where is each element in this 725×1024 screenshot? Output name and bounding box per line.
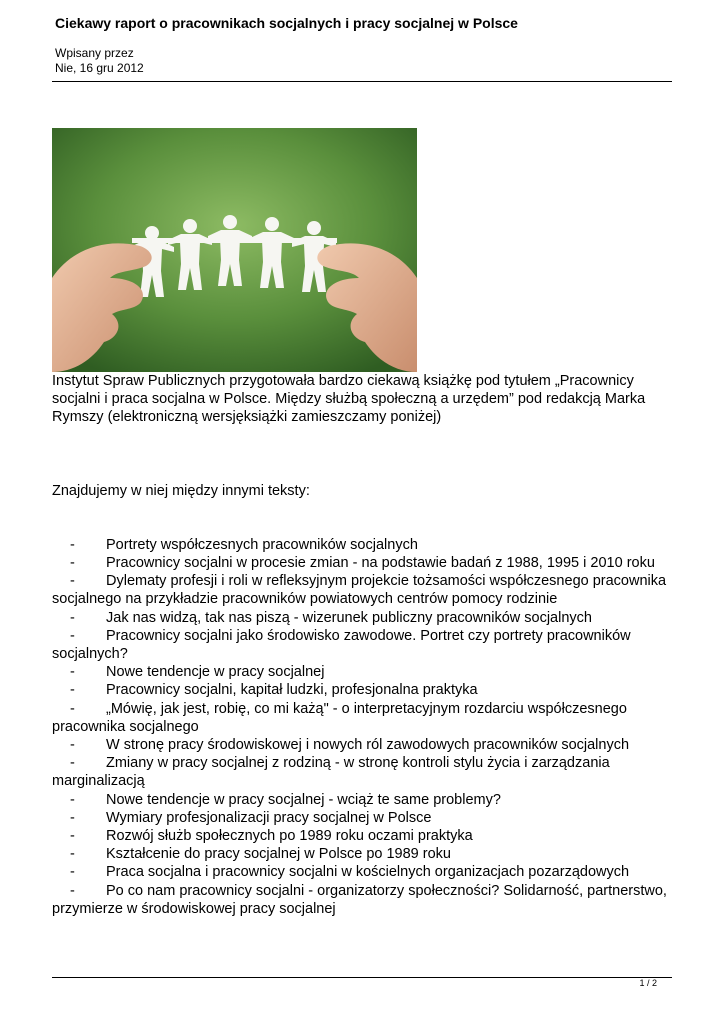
list-item: - Po co nam pracownicy socjalni - organizatorzy społeczności? Solidarność, partnerstwo, przymierze w środowiskowej pracy socjalnej <box>52 882 667 917</box>
list-item: - W stronę pracy środowiskowej i nowych ról zawodowych pracowników socjalnych <box>70 737 630 754</box>
list-item: - Pracownicy socjalni w procesie zmian - na podstawie badań z 1988, 1995 i 2010 roku <box>70 555 655 572</box>
list-item: - Pracownicy socjalni jako środowisko zawodowe. Portret czy portrety pracowników socjalnych? <box>52 627 631 663</box>
footer-divider <box>52 977 672 978</box>
list-item: - Rozwój służb społecznych po 1989 roku oczami praktyka <box>70 828 473 845</box>
list-item: - Portrety współczesnych pracowników socjalnych <box>70 536 418 553</box>
page-number: 1 / 2 <box>639 978 657 988</box>
page-title: Ciekawy raport o pracownikach socjalnych i pracy socjalnej w Polsce <box>55 15 518 31</box>
list-heading: Znajdujemy w niej między innymi teksty: <box>52 482 310 499</box>
publish-date: Nie, 16 gru 2012 <box>55 61 144 75</box>
list-item: - Jak nas widzą, tak nas piszą - wizerunek publiczny pracowników socjalnych <box>70 609 592 626</box>
article-list <box>52 536 667 918</box>
list-item: - Kształcenie do pracy socjalnej w Polsce po 1989 roku <box>70 846 451 863</box>
list-item: - Nowe tendencje w pracy socjalnej <box>70 664 325 681</box>
list-item: - Pracownicy socjalni, kapitał ludzki, profesjonalna praktyka <box>70 682 478 699</box>
list-item: - Nowe tendencje w pracy socjalnej - wciąż te same problemy? <box>70 791 501 808</box>
list-item: - „Mówię, jak jest, robię, co mi każą" - o interpretacyjnym rozdarciu współczesnego pracownika socjalnego <box>52 700 627 735</box>
header-divider <box>52 81 672 82</box>
paper-people-chain-hands-photo <box>52 128 417 372</box>
article-meta <box>55 46 144 76</box>
intro-paragraph: Instytut Spraw Publicznych przygotowała bardzo ciekawą książkę pod tytułem „Pracownicy socjalni i praca socjalna w Polsce. Między służbą społeczną a urzędem” pod redakcją Marka Rymszy (elektroniczną wersjęksiążki zamieszczamy poniżej) <box>52 373 646 426</box>
article-body <box>52 372 667 918</box>
list-item: - Dylematy profesji i roli w refleksyjnym projekcie tożsamości współczesnego pracownika socjalnego na przykładzie pracowników powiatowych centrów pomocy rodzinie <box>52 573 667 608</box>
author-label: Wpisany przez <box>55 46 134 60</box>
list-item: - Praca socjalna i pracownicy socjalni w kościelnych organizacjach pozarządowych <box>70 864 630 881</box>
list-item: - Wymiary profesjonalizacji pracy socjalnej w Polsce <box>70 809 432 826</box>
list-item: - Zmiany w pracy socjalnej z rodziną - w stronę kontroli stylu życia i zarządzania marginalizacją <box>52 755 610 790</box>
